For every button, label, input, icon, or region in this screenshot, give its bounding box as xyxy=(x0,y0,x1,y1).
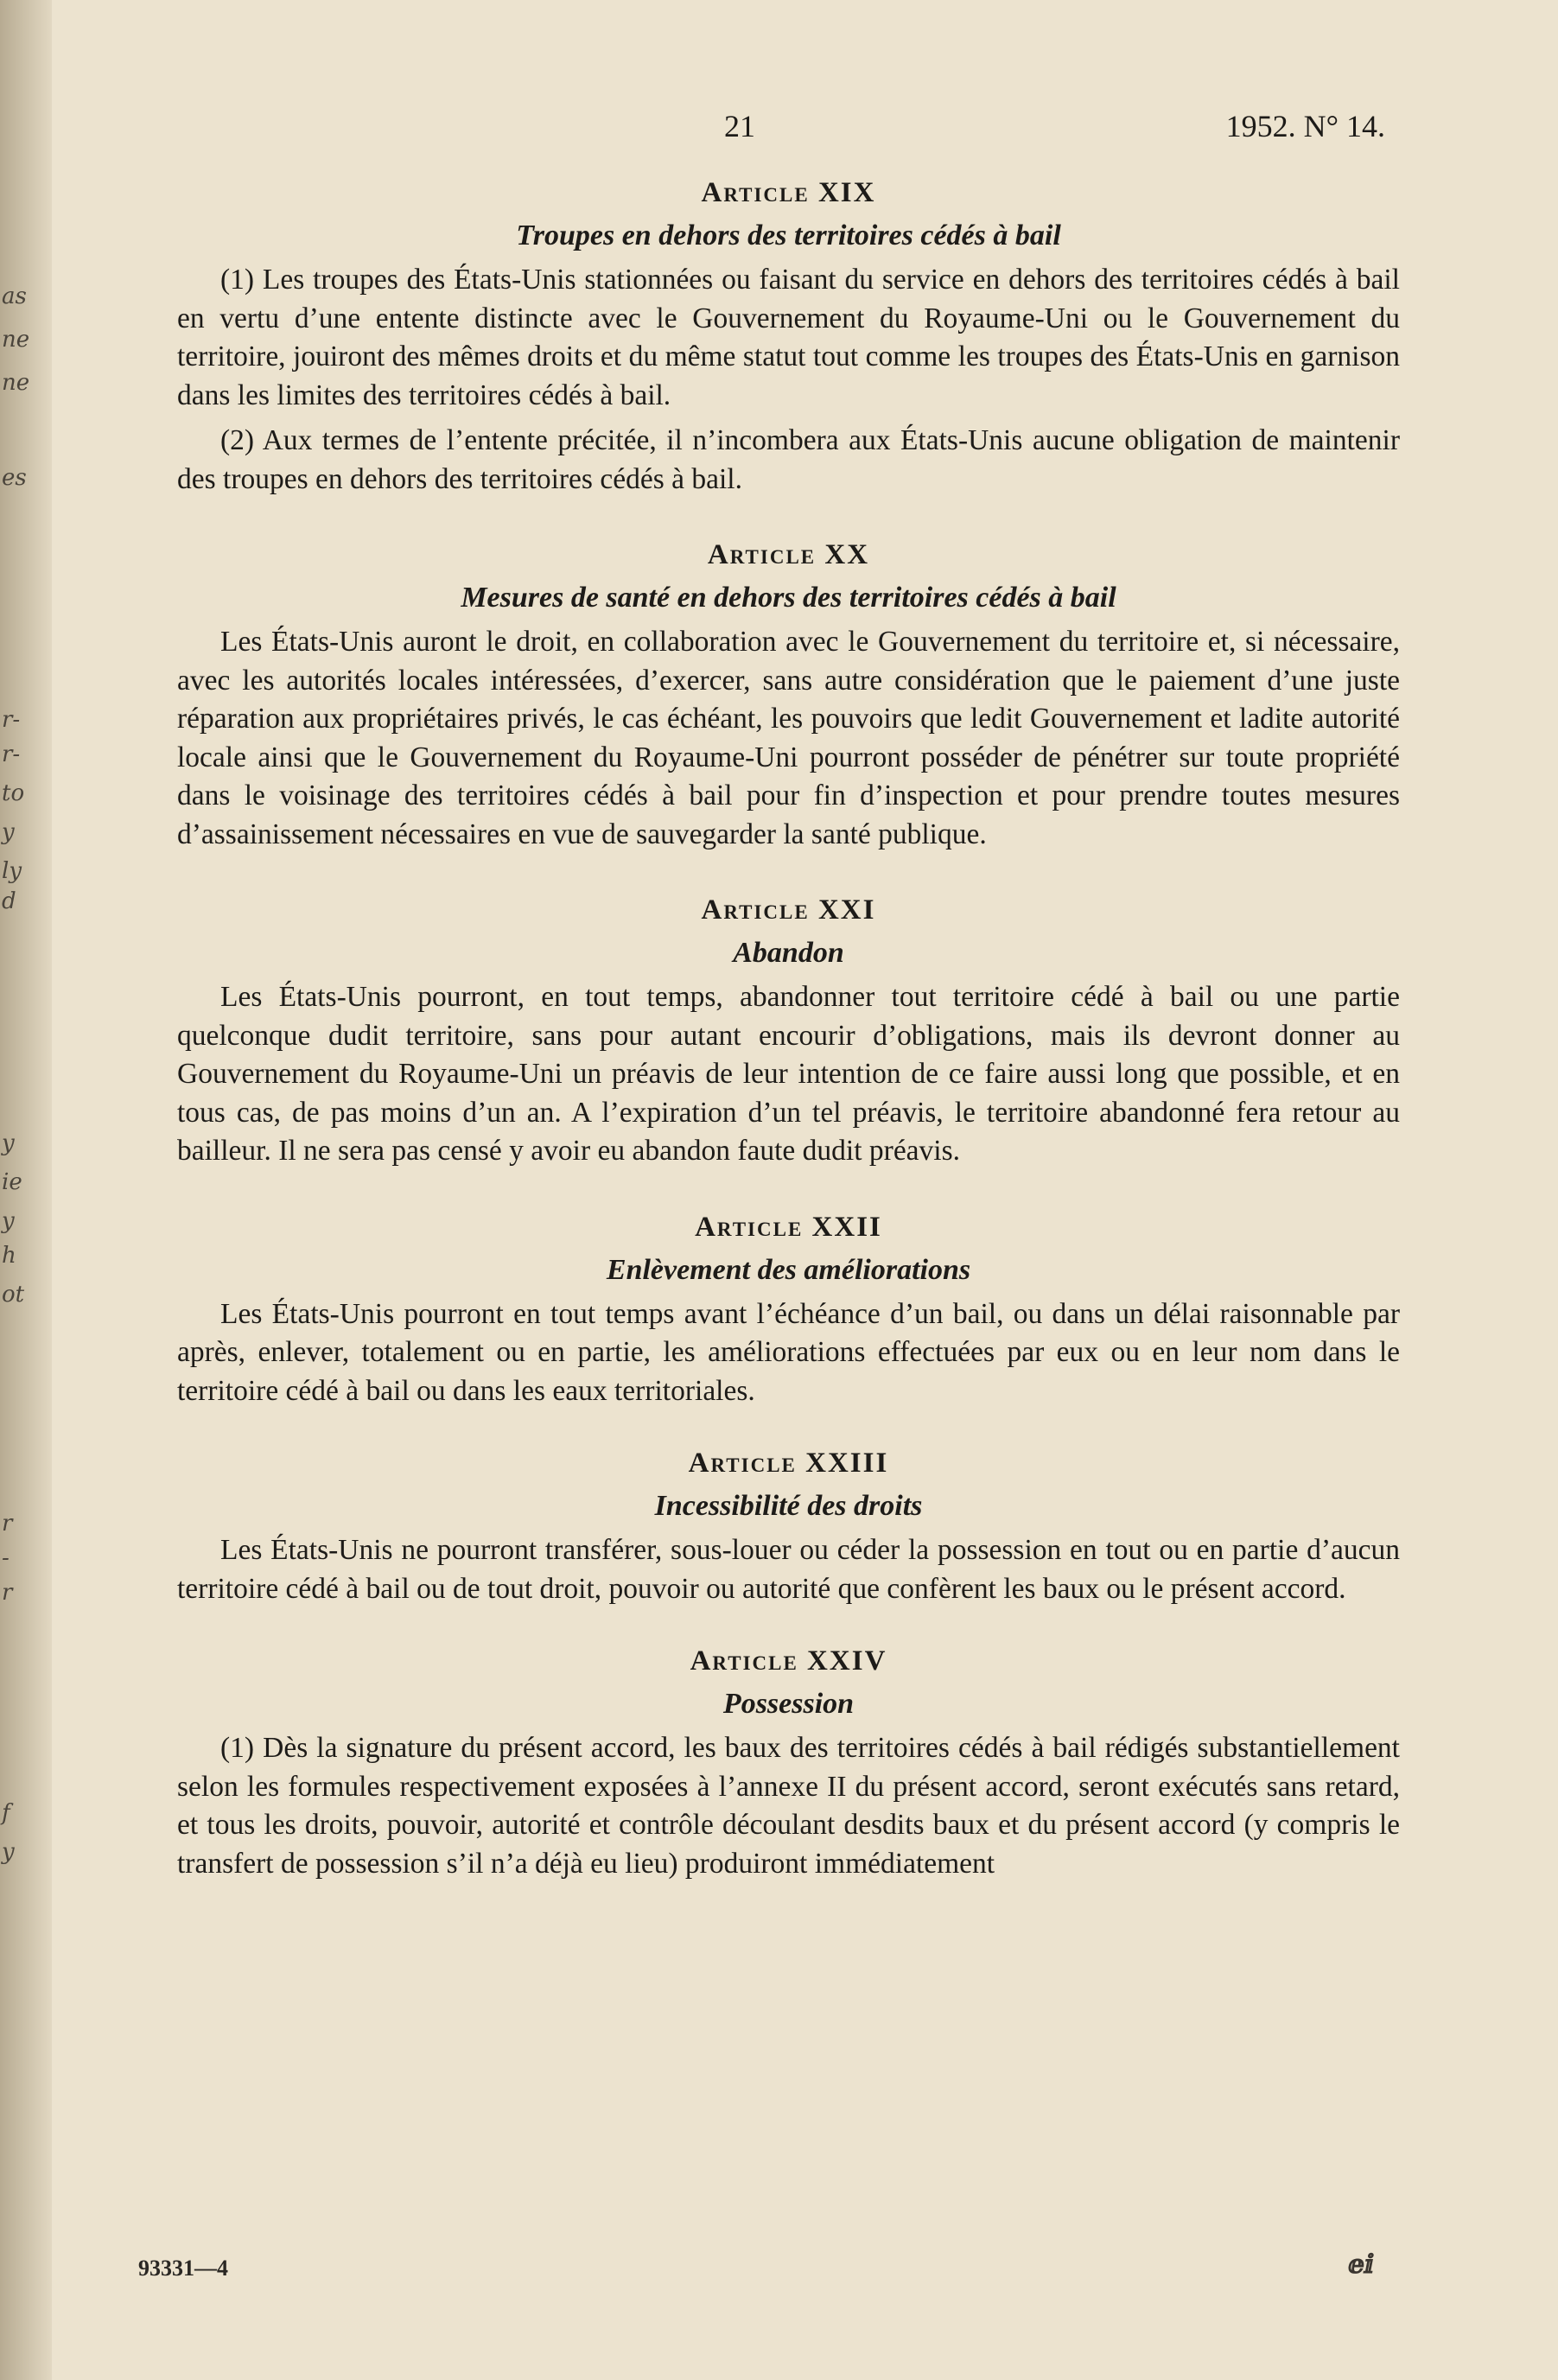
print-code: 93331—4 xyxy=(138,2256,228,2281)
article-xx xyxy=(177,533,1400,854)
article-xix xyxy=(177,171,1400,499)
margin-fragment: r xyxy=(2,1580,13,1606)
article-xxiv xyxy=(177,1639,1400,1883)
article-heading: Article XXIV xyxy=(690,1645,887,1677)
margin-fragment: r- xyxy=(2,741,21,767)
margin-fragment: r xyxy=(2,1511,13,1537)
margin-fragment: ie xyxy=(2,1169,22,1195)
margin-fragment: y xyxy=(2,1130,15,1156)
article-paragraph: (1) Les troupes des États-Unis stationnées ou faisant du service en dehors des territoires cédés à bail en vertu d’une entente distincte avec le Gouvernement du Royaume-Uni ou le Gouvernement du territoire, jouiront des mêmes droits et du même statut tout comme les troupes des États-Unis en garnison dans les limites des territoires cédés à bail. xyxy=(177,264,1400,411)
margin-fragment: ne xyxy=(2,370,30,396)
article-title: Mesures de santé en dehors des territoires cédés à bail xyxy=(461,582,1116,614)
article-paragraph: Les États-Unis pourront en tout temps avant l’échéance d’un bail, ou dans un délai raisonnable par après, enlever, totalement ou en partie, les améliorations effectuées par eux ou en leur nom dans le territoire cédé à bail ou dans les eaux territoriales. xyxy=(177,1297,1400,1407)
article-paragraph: Les États-Unis ne pourront transférer, sous-louer ou céder la possession en tout ou en partie d’aucun territoire cédé à bail ou de tout droit, pouvoir ou autorité que confèrent les baux ou le présent accord. xyxy=(177,1534,1400,1605)
article-heading: Article XXI xyxy=(701,894,876,926)
margin-fragment: as xyxy=(2,283,27,309)
article-paragraph: (1) Dès la signature du présent accord, les baux des territoires cédés à bail rédigés substantiellement selon les formules respectivement exposées à l’annexe II du présent accord, seront exécutés sans retard, et tous les droits, pouvoir, autorité et contrôle découlant desdits baux et du présent accord (y compris le transfert de possession s’il n’a déjà eu lieu) produiront immédiatement xyxy=(177,1732,1400,1880)
article-title: Abandon xyxy=(733,937,844,969)
article-title: Troupes en dehors des territoires cédés à bail xyxy=(516,220,1061,251)
article-heading: Article XXIII xyxy=(688,1448,889,1479)
spacer xyxy=(177,499,1400,533)
page-body xyxy=(177,171,1400,1883)
document-reference: 1952. N° 14. xyxy=(1225,109,1385,143)
margin-fragment: es xyxy=(2,465,27,491)
margin-fragment: ly xyxy=(2,858,22,884)
article-title: Incessibilité des droits xyxy=(654,1490,923,1522)
article-heading: Article XXII xyxy=(695,1211,882,1243)
spacer xyxy=(177,1171,1400,1206)
article-heading: Article XX xyxy=(707,539,870,570)
spacer xyxy=(177,1608,1400,1639)
margin-fragment: y xyxy=(2,819,15,845)
article-heading: Article XIX xyxy=(701,177,876,208)
margin-fragment: r- xyxy=(2,707,21,733)
spacer xyxy=(177,854,1400,888)
footer-mark: ⅇⅈ xyxy=(1348,2250,1375,2280)
margin-fragment: y xyxy=(2,1839,15,1865)
page-number: 21 xyxy=(724,109,755,143)
margin-fragment: d xyxy=(2,888,16,914)
margin-fragment: to xyxy=(2,780,25,806)
article-xxiii xyxy=(177,1441,1400,1608)
article-xxii xyxy=(177,1206,1400,1411)
article-title: Enlèvement des améliorations xyxy=(606,1253,971,1286)
margin-fragment: f xyxy=(2,1800,10,1826)
margin-fragment: y xyxy=(2,1208,15,1234)
margin-fragment: h xyxy=(2,1243,16,1269)
article-paragraph: Les États-Unis auront le droit, en collaboration avec le Gouvernement du territoire et, si nécessaire, avec les autorités locales intéressées, d’exercer, sans autre considération que le paiement d’une juste réparation aux propriétaires privés, le cas échéant, les pouvoirs que ledit Gouvernement et ladite autorité locale ainsi que le Gouvernement du Royaume-Uni pourront posséder de pénétrer sur toute propriété dans le voisinage des territoires cédés à bail pour fin d’inspection et pour prendre toutes mesures d’assainissement nécessaires en vue de sauvegarder la santé publique. xyxy=(177,626,1400,850)
margin-fragment: ne xyxy=(2,327,30,353)
article-paragraph: Les États-Unis pourront, en tout temps, abandonner tout territoire cédé à bail ou une partie quelconque dudit territoire, sans pour autant encourir d’obligations, mais ils devront donner au Gouvernement du Royaume-Uni un préavis de leur intention de ce faire aussi long que possible, et en tous cas, de pas moins d’un an. A l’expiration d’un tel préavis, le territoire abandonné fera retour au bailleur. Il ne sera pas censé y avoir eu abandon faute dudit préavis. xyxy=(177,981,1400,1167)
margin-fragment: ot xyxy=(2,1282,25,1308)
page-header xyxy=(112,108,1385,151)
article-title: Possession xyxy=(722,1688,855,1720)
article-xxi xyxy=(177,888,1400,1171)
margin-fragment: - xyxy=(2,1545,10,1571)
article-paragraph: (2) Aux termes de l’entente précitée, il n’incombera aux États-Unis aucune obligation de maintenir des troupes en dehors des territoires cédés à bail. xyxy=(177,424,1400,495)
spacer xyxy=(177,1410,1400,1441)
